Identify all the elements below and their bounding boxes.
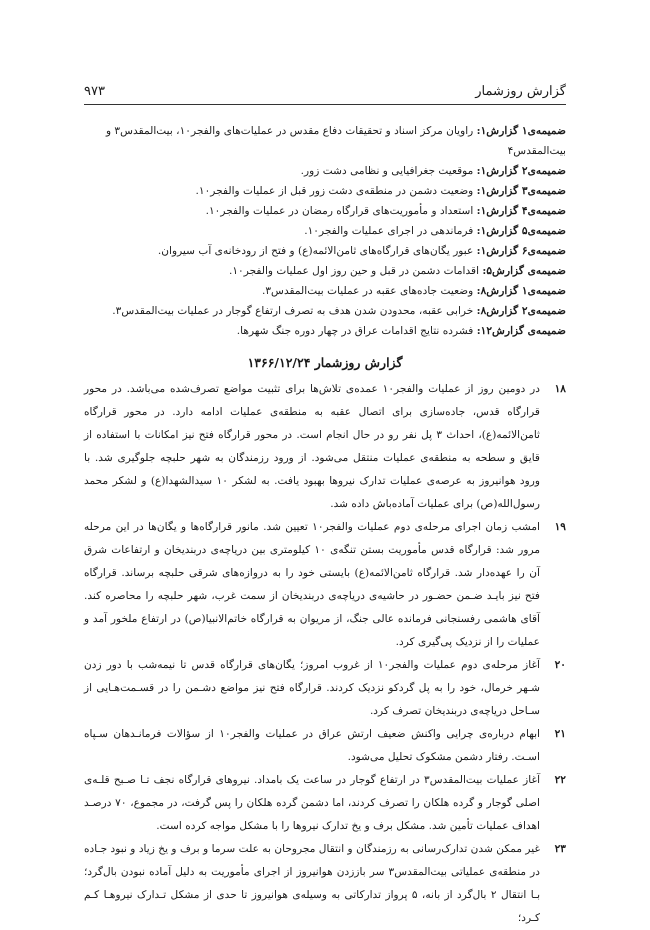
appendix-lead: ضمیمه‌ی۳ گزارش۱:: [476, 185, 566, 197]
appendix-text: فشرده نتایج اقدامات عراق در چهار دوره جنگ شهرها.: [236, 325, 477, 337]
entry: [84, 723, 566, 769]
entry-text: غیر ممکن شدن تدارک‌رسانی به رزمندگان و انتقال مجروحان به علت سرما و برف و یخ زیاد و نبود جـاده در منطقه‌ی عملیاتی بیت‌المقدس۳ سر باززدن هوانیروز از اجرای مأموریت به دلیل آماده نبودن بال‌گرد؛ بـا انتقال ۲ بال‌گرد از بانه، ۵ پرواز تدارکاتی به وسیله‌ی هوانیروز تا حدی از مشکل تـدارک نیروهـا کـم کـرد؛: [84, 843, 541, 924]
entry-number: ۲۱: [554, 728, 566, 740]
appendix-text: عبور یگان‌های قرارگاه‌های ثامن‌الائمه(ع) و فتح از رودخانه‌ی آب سیروان.: [157, 245, 477, 257]
appendix-lead: ضمیمه‌ی۲ گزارش۸:: [476, 305, 566, 317]
appendix-lead: ضمیمه‌ی۵ گزارش۱:: [476, 225, 566, 237]
entry-number: ۲۲: [554, 774, 566, 786]
header-rule: [84, 104, 566, 105]
appendix-lead: ضمیمه‌ی۶ گزارش۱:: [476, 245, 566, 257]
appendix-lead: ضمیمه‌ی۱ گزارش۸:: [476, 285, 566, 297]
entry: [84, 378, 566, 516]
entry: [84, 769, 566, 838]
appendix-text: راویان مرکز اسناد و تحقیقات دفاع مقدس در عملیات‌های والفجر۱۰، بیت‌المقدس۳ و بیت‌المقدس۴: [105, 125, 566, 157]
appendix-item: [84, 181, 566, 201]
entry-number: ۱۹: [554, 521, 566, 533]
entry-number: ۲۰: [554, 659, 566, 671]
appendix-lead: ضمیمه‌ی گزارش۱۲:: [476, 325, 566, 337]
appendix-item: [84, 241, 566, 261]
entry: [84, 516, 566, 654]
entry-text: ابهام درباره‌ی چرایی واکنش ضعیف ارتش عراق در عملیات والفجر۱۰ از سؤالات فرمانـدهان سـپاه اسـت. رفتار دشمن مشکوک تحلیل می‌شود.: [84, 728, 540, 763]
appendix-item: [84, 281, 566, 301]
appendix-lead: ضمیمه‌ی گزارش۵:: [482, 265, 566, 277]
appendix-text: وضعیت جاده‌های عقبه در عملیات بیت‌المقدس۳.: [261, 285, 477, 297]
entry-number: ۱۸: [554, 383, 566, 395]
appendix-list: [84, 121, 566, 341]
entry-text: آغاز عملیات بیت‌المقدس۳ در ارتفاع گوجار در ساعت یک بامداد. نیروهای قرارگاه نجف تـا صـبح قلـه‌ی اصلی گوجار و گرده هلکان را تصرف کردند، اما دشمن گرده هلکان را پس گرفت، در مجموع، ۷۰ درصـد اهداف عملیات تأمین شد. مشکل برف و یخ تدارک نیروها را با مشکل مواجه کرده است.: [84, 774, 541, 832]
appendix-text: وضعیت دشمن در منطقه‌ی دشت زور قبل از عملیات والفجر۱۰.: [195, 185, 477, 197]
entry: [84, 654, 566, 723]
appendix-text: فرماندهی در اجرای عملیات والفجر۱۰.: [304, 225, 477, 237]
entry: [84, 838, 566, 930]
appendix-text: اقدامات دشمن در قبل و حین روز اول عملیات والفجر۱۰.: [228, 265, 483, 277]
entry-text: آغاز مرحله‌ی دوم عملیات والفجر۱۰ از غروب امروز؛ یگان‌های قرارگاه قدس تا نیمه‌شب با دور زدن شـهر خرمال، خود را به پل گردکو نزدیک کردند. قرارگاه فتح نیز مواضع دشـمن را در قسـمت‌هـایی از سـاحل دریاچه‌ی دربندیخان تصرف کرد.: [84, 659, 540, 717]
entry-list: [84, 378, 566, 930]
entry-text: در دومین روز از عملیات والفجر۱۰ عمده‌ی تلاش‌ها برای تثبیت مواضع تصرف‌شده می‌باشد. در محور قرارگاه قدس، جاده‌سازی برای اتصال عقبه به منطقه‌ی عملیات ادامه دارد. در محور قرارگاه ثامن‌الائمه(ع)، احداث ۳ پل نفر رو در حال انجام است. در محور قرارگاه فتح نیز امکانات با استفاده از قایق و سطحه به منطقه‌ی عملیات منتقل می‌شود. از ورود رزمندگان به شهر حلبچه جلوگیری شد. با ورود هوانیروز به عرصه‌ی عملیات تدارک نیروها بهبود یافت. به لشکر ۱۰ سیدالشهدا(ع) و لشکر محمد رسول‌الله(ص) برای عملیات آماده‌باش داده شد.: [84, 383, 540, 510]
appendix-item: [84, 301, 566, 321]
running-header: [84, 84, 566, 104]
appendix-text: موقعیت جغرافیایی و نظامی دشت زور.: [300, 165, 477, 177]
appendix-text: خرابی عقبه، محدودن شدن هدف به تصرف ارتفاع گوجار در عملیات بیت‌المقدس۳.: [112, 305, 477, 317]
appendix-item: [84, 201, 566, 221]
appendix-text: استعداد و مأموریت‌های قرارگاه رمضان در عملیات والفجر۱۰.: [205, 205, 477, 217]
appendix-item: [84, 261, 566, 281]
entry-text: امشب زمان اجرای مرحله‌ی دوم عملیات والفجر۱۰ تعیین شد. مانور قرارگاه‌ها و یگان‌ها در این مرحله مرور شد: قرارگاه قدس مأموریت بستن تنگه‌ی ۱۰ کیلومتری بین دریاچه‌ی دربندیخان و ارتفاعات شرق آن را عهده‌دار شد. قرارگاه ثامن‌الائمه(ع) بایستی خود را به دروازه‌های شرقی حلبچه برساند. قرارگاه فتح نیز بایـد ضـمن حضـور در حاشیه‌ی دریاچه‌ی دربندیخان از سمت غرب، شهر حلبچه را محاصره کند. آقای هاشمی رفسنجانی فرمانده عالی جنگ، از مریوان به قرارگاه خاتم‌الانبیا(ص) در ارتفاع ملخور آمد و عملیات را از نزدیک پی‌گیری کرد.: [84, 521, 541, 648]
appendix-item: [84, 321, 566, 341]
section-title: گزارش روزشمار ۱۳۶۶/۱۲/۲۴: [247, 355, 403, 370]
appendix-item: [84, 121, 566, 161]
appendix-lead: ضمیمه‌ی۴ گزارش۱:: [476, 205, 566, 217]
appendix-item: [84, 221, 566, 241]
running-title: گزارش روزشمار: [475, 84, 566, 99]
entry-number: ۲۳: [554, 843, 566, 855]
appendix-lead: ضمیمه‌ی۱ گزارش۱:: [476, 125, 566, 137]
page-number: ۹۷۳: [84, 84, 105, 99]
appendix-item: [84, 161, 566, 181]
appendix-lead: ضمیمه‌ی۲ گزارش۱:: [476, 165, 566, 177]
